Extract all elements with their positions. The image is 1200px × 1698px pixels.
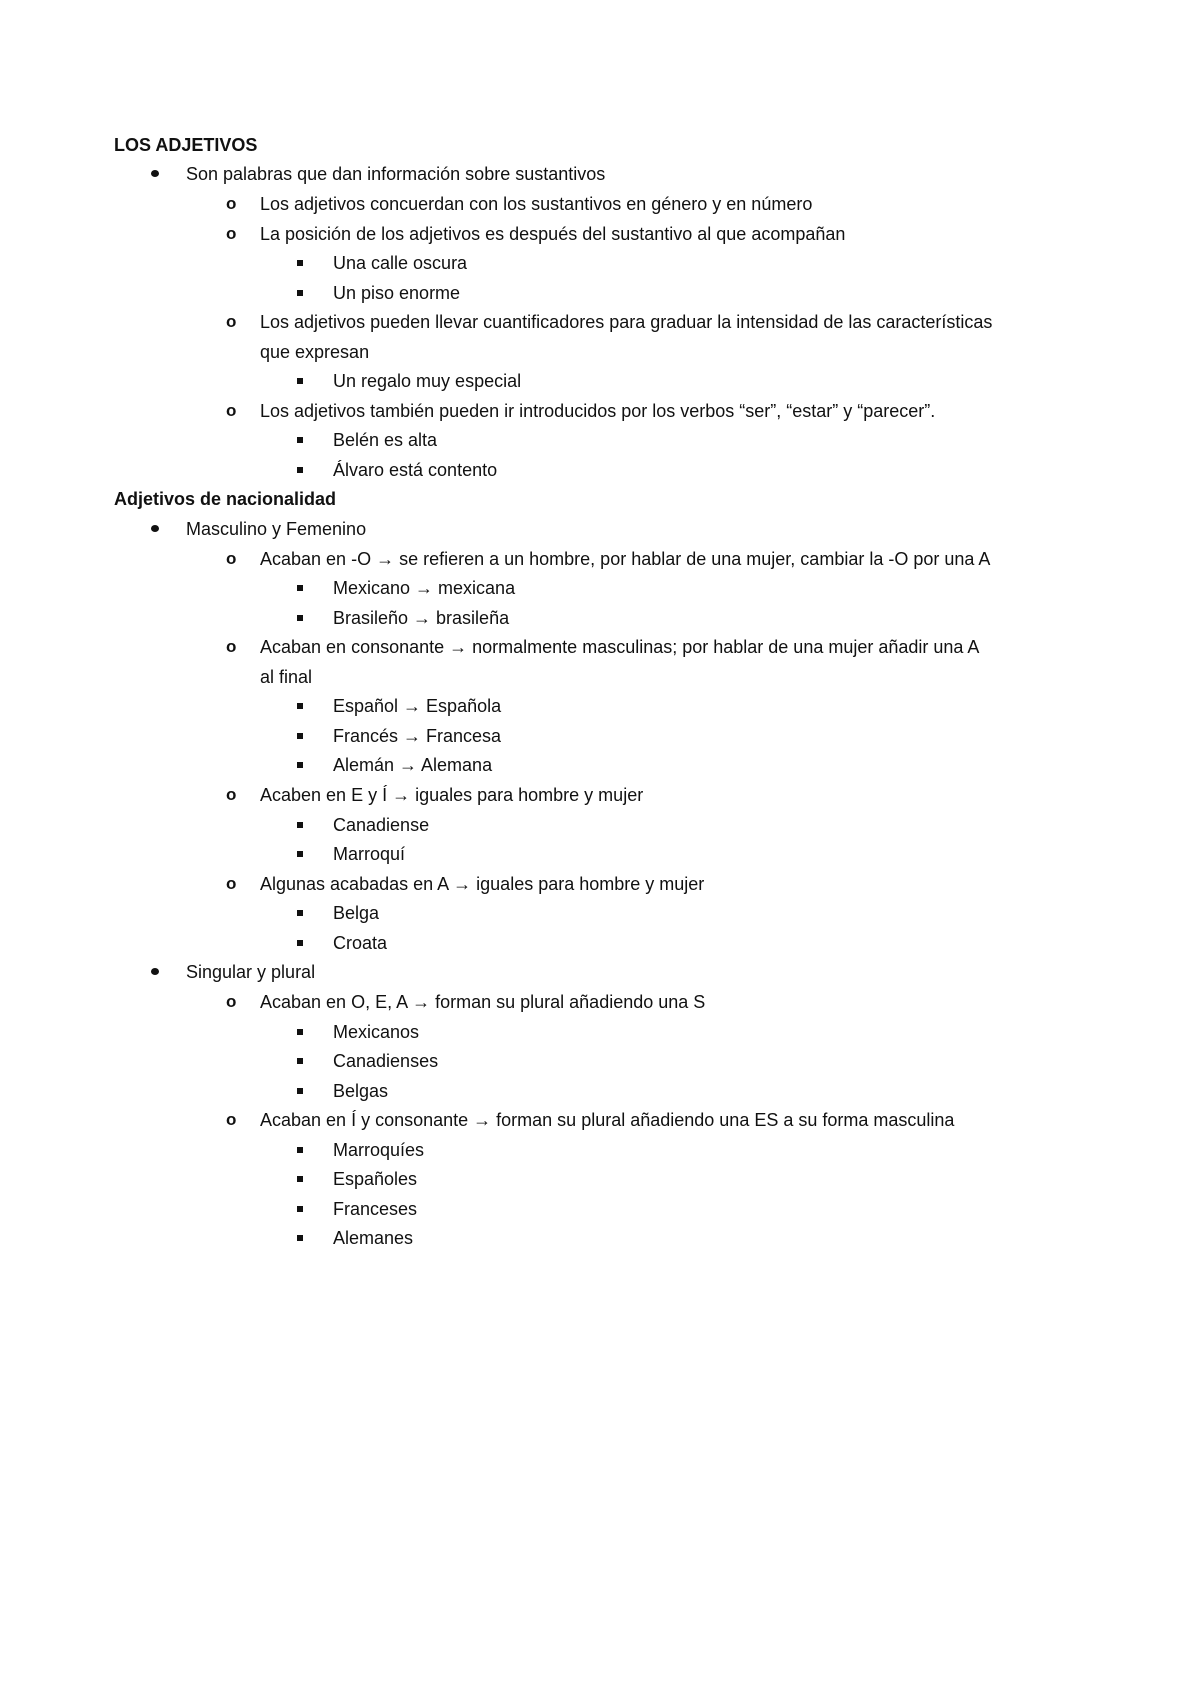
list-item-text: Algunas acabadas en A → iguales para hombre y mujer	[260, 874, 705, 894]
bullet-square-icon	[297, 822, 303, 828]
list-item-text: Francés → Francesa	[333, 726, 502, 746]
list-item-text: Franceses	[333, 1199, 418, 1219]
list-item-text: Español → Española	[333, 696, 502, 716]
list-item-text: Una calle oscura	[333, 253, 468, 273]
bullet-circle-icon: o	[226, 401, 237, 420]
bullet-circle-icon: o	[226, 874, 237, 893]
bullet-square-icon	[297, 851, 303, 857]
bullet-square-icon	[297, 1147, 303, 1153]
bullet-dot-icon	[151, 968, 159, 975]
list-item-text: Singular y plural	[186, 962, 316, 982]
list-item-text: Mexicano → mexicana	[333, 578, 516, 598]
bullet-circle-icon: o	[226, 1110, 237, 1129]
list-item-text: Los adjetivos concuerdan con los sustantivos en género y en número	[260, 194, 813, 214]
list-item-text: Un regalo muy especial	[333, 371, 522, 391]
bullet-square-icon	[297, 1088, 303, 1094]
list-item-text: al final	[260, 667, 313, 687]
list-item-text: Acaben en E y Í → iguales para hombre y mujer	[260, 785, 644, 805]
bullet-square-icon	[297, 437, 303, 443]
list-item-text: Alemanes	[333, 1228, 414, 1248]
bullet-square-icon	[297, 585, 303, 591]
list-item-text: Masculino y Femenino	[186, 519, 367, 539]
bullet-circle-icon: o	[226, 194, 237, 213]
list-item-text: Acaban en Í y consonante → forman su plural añadiendo una ES a su forma masculina	[260, 1110, 955, 1130]
bullet-square-icon	[297, 290, 303, 296]
list-item-text: que expresan	[260, 342, 370, 362]
list-item-text: Canadiense	[333, 815, 430, 835]
bullet-square-icon	[297, 910, 303, 916]
list-item-text: La posición de los adjetivos es después del sustantivo al que acompañan	[260, 224, 846, 244]
bullet-dot-icon	[151, 170, 159, 177]
bullet-circle-icon: o	[226, 785, 237, 804]
heading-text: LOS ADJETIVOS	[114, 135, 258, 155]
bullet-square-icon	[297, 1058, 303, 1064]
list-item-text: Croata	[333, 933, 388, 953]
list-item-text: Los adjetivos también pueden ir introducidos por los verbos “ser”, “estar” y “parecer”.	[260, 401, 936, 421]
list-item-text: Españoles	[333, 1169, 418, 1189]
bullet-square-icon	[297, 762, 303, 768]
list-item-text: Acaban en O, E, A → forman su plural añadiendo una S	[260, 992, 706, 1012]
list-item-text: Álvaro está contento	[333, 460, 498, 480]
list-item-text: Marroquí	[333, 844, 406, 864]
bullet-circle-icon: o	[226, 992, 237, 1011]
bullet-square-icon	[297, 378, 303, 384]
bullet-square-icon	[297, 733, 303, 739]
list-item-text: Alemán → Alemana	[333, 755, 493, 775]
list-item-text: Belga	[333, 903, 380, 923]
bullet-circle-icon: o	[226, 549, 237, 568]
list-item-text: Mexicanos	[333, 1022, 420, 1042]
bullet-square-icon	[297, 1206, 303, 1212]
bullet-square-icon	[297, 1029, 303, 1035]
bullet-dot-icon	[151, 525, 159, 532]
list-item-text: Canadienses	[333, 1051, 439, 1071]
bullet-square-icon	[297, 1176, 303, 1182]
bullet-square-icon	[297, 260, 303, 266]
list-item-text: Son palabras que dan información sobre sustantivos	[186, 164, 606, 184]
list-item-text: Brasileño → brasileña	[333, 608, 510, 628]
list-item-text: Acaban en -O → se refieren a un hombre, por hablar de una mujer, cambiar la -O por una A	[260, 549, 991, 569]
heading-text: Adjetivos de nacionalidad	[114, 489, 337, 509]
bullet-circle-icon: o	[226, 224, 237, 243]
bullet-square-icon	[297, 467, 303, 473]
list-item-text: Belgas	[333, 1081, 389, 1101]
bullet-square-icon	[297, 940, 303, 946]
list-item-text: Belén es alta	[333, 430, 438, 450]
list-item-text: Acaban en consonante → normalmente masculinas; por hablar de una mujer añadir una A	[260, 637, 980, 657]
bullet-square-icon	[297, 615, 303, 621]
bullet-circle-icon: o	[226, 637, 237, 656]
bullet-square-icon	[297, 703, 303, 709]
list-item-text: Los adjetivos pueden llevar cuantificadores para graduar la intensidad de las características	[260, 312, 993, 332]
bullet-square-icon	[297, 1235, 303, 1241]
bullet-circle-icon: o	[226, 312, 237, 331]
list-item-text: Un piso enorme	[333, 283, 461, 303]
list-item-text: Marroquíes	[333, 1140, 425, 1160]
